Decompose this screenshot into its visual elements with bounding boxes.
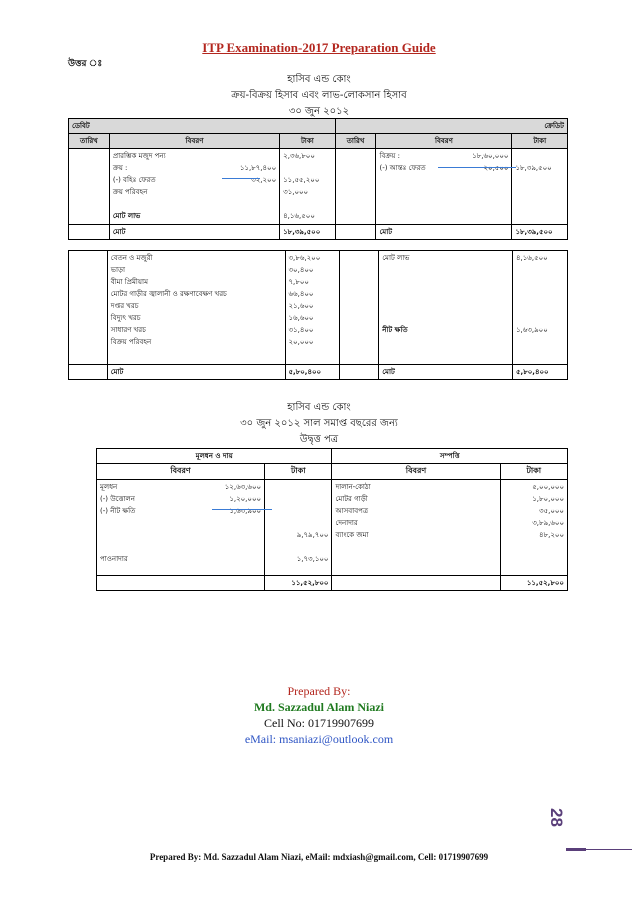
list-item: মোটর গাড়ী xyxy=(335,495,368,503)
preparer-name: Md. Sazzadul Alam Niazi xyxy=(253,700,384,714)
col-desc-left: বিবরণ xyxy=(109,134,279,149)
list-item: দালান-কোঠা xyxy=(335,483,371,491)
list-item: (-) আন্তঃ ফেরত ২০,৫০০ xyxy=(379,164,509,172)
list-item: আসবাবপত্র xyxy=(335,507,368,515)
trading-total-right: ১৮,৩৯,৫০০ xyxy=(512,225,568,240)
pl-total-right: ৫,৮০,৪০০ xyxy=(513,365,568,380)
list-item: ভাড়া xyxy=(110,266,126,274)
profit-loss-table xyxy=(68,250,568,380)
trading-total-label-right: মোট xyxy=(376,225,512,240)
list-item: (-) উত্তোলন ১,২০,০০০ xyxy=(100,495,262,503)
page-number-line xyxy=(586,849,632,850)
balance-sheet-table xyxy=(96,448,568,591)
list-item: (-) নীট ক্ষতি ১,৬৩,৯০০ xyxy=(100,507,262,515)
list-item: বিক্রয় : ১৮,৬০,০০০ xyxy=(379,152,509,160)
pl-right-desc xyxy=(379,251,513,365)
trading-left-amounts: ২,৩৬,৮০০ ১১,৫৫,২০০ ৩১,০০০ ৪,১৬,৫০০ xyxy=(280,149,335,225)
balance-total-left: ১১,৫২,৮০০ xyxy=(265,576,332,591)
list-item: দপ্তর খরচ xyxy=(110,302,139,310)
underline-mark xyxy=(438,167,516,168)
list-item: মূলধন ১২,৬৩,৬০০ xyxy=(100,483,262,491)
list-item: ক্রয় পরিবহন xyxy=(112,188,148,196)
liabilities-head: মূলধন ও দায় xyxy=(97,449,332,464)
section1-title: ক্রয়-বিক্রয় হিসাব এবং লাভ-লোকসান হিসাব xyxy=(231,90,407,101)
col-amount-right: টাকা xyxy=(500,464,567,480)
trading-left-desc xyxy=(109,149,279,225)
balance-left-desc xyxy=(97,480,265,576)
col-amount-left: টাকা xyxy=(280,134,335,149)
list-item: ক্রয় : ১১,৮৭,৪০০ xyxy=(112,164,277,172)
col-desc-right: বিবরণ xyxy=(376,134,512,149)
prepared-label: Prepared By: xyxy=(287,684,351,698)
answer-label: উত্তর ঃ xyxy=(68,59,103,69)
underline-mark xyxy=(222,178,260,179)
list-item: প্রারম্ভিক মজুদ পন্য xyxy=(112,152,166,160)
date-cell-left xyxy=(69,149,110,225)
credit-label: ক্রেডিট xyxy=(335,119,567,134)
preparer-cell: Cell No: 01719907699 xyxy=(264,716,374,730)
col-amount-left: টাকা xyxy=(265,464,332,480)
balance-right-amounts: ৫,০০,০০০ ১,৮০,০০০ ৩৫,০০০ ৩,৮৯,৬০০ ৪৮,২০০ xyxy=(500,480,567,576)
page-number-bar xyxy=(566,848,586,851)
list-item: পাওনাদার xyxy=(100,555,128,563)
page-header: ITP Examination-2017 Preparation Guide xyxy=(202,40,436,55)
balance-total-right: ১১,৫২,৮০০ xyxy=(500,576,567,591)
trading-total-label-left: মোট xyxy=(109,225,279,240)
trading-right-desc xyxy=(376,149,512,225)
list-item: দেনাদার xyxy=(335,519,358,527)
list-item: বেতন ও মজুরী xyxy=(110,254,153,262)
page-number: 28 xyxy=(547,808,566,827)
balance-left-amounts: ৯,৭৯,৭০০ ১,৭৩,১০০ xyxy=(265,480,332,576)
list-item: নীট ক্ষতি xyxy=(382,326,408,334)
balance-right-desc xyxy=(332,480,500,576)
list-item: ব্যাংকে জমা xyxy=(335,531,369,539)
trading-right-amounts: ১৮,৩৯,৫০০ xyxy=(512,149,568,225)
underline-mark xyxy=(212,509,272,510)
trading-account-table xyxy=(68,118,568,240)
pl-left-amounts: ৩,৮৬,২০০ ৩০,৪০০ ৭,৮০০ ৬৬,৪০০ ২১,৬০০ ১৬,৬০০ ৩১,৪০০ ২০,০০০ xyxy=(285,251,340,365)
list-item: (-) বহিঃ ফেরত ৩২,২০০ xyxy=(112,176,277,184)
section1-date: ৩০ জুন ২০১২ xyxy=(288,106,350,117)
list-item: বীমা প্রিমীয়াম xyxy=(110,278,148,286)
list-item: মোট লাভ xyxy=(382,254,410,262)
section2-subtitle: উদ্বৃত্ত পত্র xyxy=(299,434,339,445)
date-cell-right xyxy=(335,149,376,225)
pl-left-desc xyxy=(107,251,285,365)
list-item: সাধারণ খরচ xyxy=(110,326,146,334)
list-item: বিদ্যুৎ খরচ xyxy=(110,314,141,322)
col-date-left: তারিখ xyxy=(69,134,110,149)
section2-company: হাসিব এন্ড কোং xyxy=(287,402,351,413)
section1-company: হাসিব এন্ড কোং xyxy=(287,74,351,85)
col-desc-right: বিবরণ xyxy=(332,464,500,480)
preparer-email[interactable]: eMail: msaniazi@outlook.com xyxy=(244,732,394,746)
pl-right-amounts: ৪,১৬,৫০০ ১,৬৩,৯০০ xyxy=(513,251,568,365)
date-cell-right xyxy=(340,251,379,365)
assets-head: সম্পত্তি xyxy=(332,449,568,464)
col-amount-right: টাকা xyxy=(512,134,568,149)
col-date-right: তারিখ xyxy=(335,134,376,149)
section2-title: ৩০ জুন ২০১২ সাল সমাপ্ত বছরের জন্য xyxy=(240,418,398,429)
page-footer: Prepared By: Md. Sazzadul Alam Niazi, eMail: mdxiash@gmail.com, Cell: 01719907699 xyxy=(149,852,489,862)
trading-total-left: ১৮,৩৯,৫০০ xyxy=(280,225,335,240)
pl-total-label-right: মোট xyxy=(379,365,513,380)
debit-label: ডেবিট xyxy=(69,119,336,134)
date-cell-left xyxy=(69,251,108,365)
col-desc-left: বিবরণ xyxy=(97,464,265,480)
list-item: মোট লাভ xyxy=(112,212,141,220)
list-item: মোটর গাড়ীর জ্বালানী ও রক্ষণাবেক্ষণ খরচ xyxy=(110,290,227,298)
pl-total-label-left: মোট xyxy=(107,365,285,380)
pl-total-left: ৫,৮০,৪০০ xyxy=(285,365,340,380)
list-item: বিক্রয় পরিবহন xyxy=(110,338,152,346)
